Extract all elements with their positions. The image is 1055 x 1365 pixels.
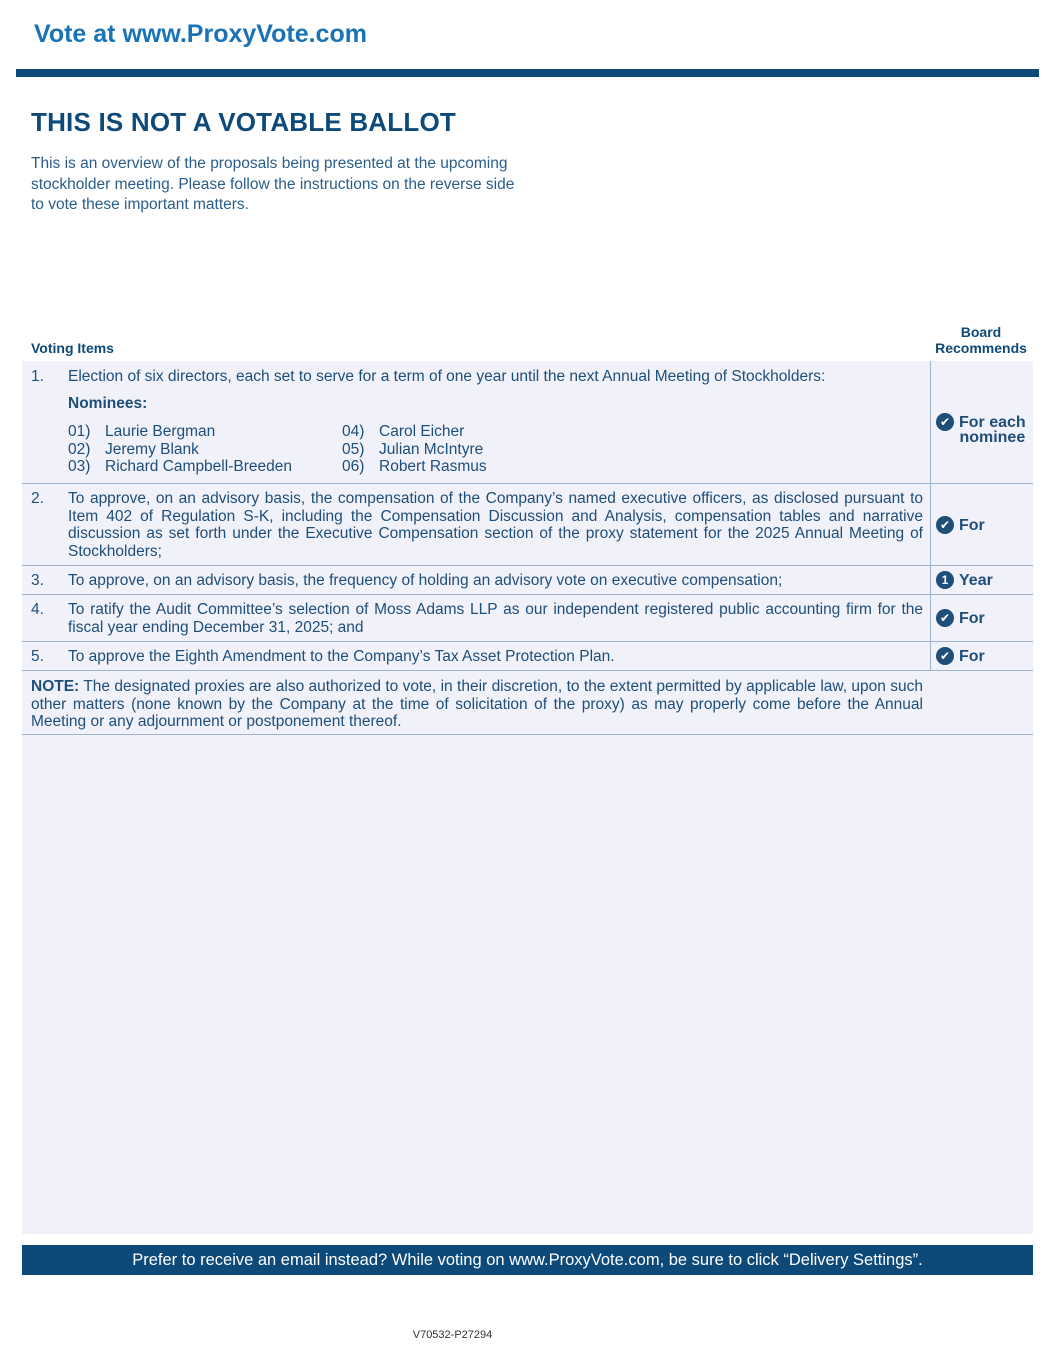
- nominee-number: 06): [342, 458, 365, 475]
- note-paragraph: [31, 678, 923, 731]
- nominee-name: Laurie Bergman: [105, 423, 216, 440]
- number-one-icon: 1: [936, 571, 954, 589]
- recommendation-label: For each: [959, 414, 1026, 431]
- item-number: 5.: [31, 648, 44, 665]
- note-row: [22, 671, 1033, 735]
- email-delivery-banner: Prefer to receive an email instead? While voting on www.ProxyVote.com, be sure to click “Delivery Settings”.: [22, 1245, 1033, 1275]
- voting-item-5: [22, 642, 1033, 671]
- page-title: THIS IS NOT A VOTABLE BALLOT: [31, 107, 456, 137]
- board-recommendation-cell: [930, 361, 1034, 483]
- board-recommendation-cell: [930, 566, 1034, 594]
- recommendation-label: For: [959, 648, 985, 665]
- nominee-number: 02): [68, 440, 91, 458]
- item-number: 3.: [31, 572, 44, 589]
- check-icon: ✔: [936, 609, 954, 627]
- board-recommendation-cell: [930, 642, 1034, 670]
- item-text: To approve the Eighth Amendment to the Company’s Tax Asset Protection Plan.: [68, 648, 615, 665]
- nominee-number: 01): [68, 423, 91, 440]
- nominees-label: Nominees:: [68, 394, 148, 412]
- item-text: To approve, on an advisory basis, the frequency of holding an advisory vote on executive compensation;: [68, 572, 783, 589]
- item-text: To ratify the Audit Committee’s selection of Moss Adams LLP as our independent registered public accounting firm for the fiscal year ending December 31, 2025; and: [68, 601, 923, 636]
- board-recommendation-cell: [930, 595, 1034, 641]
- nominee-name: Richard Campbell-Breeden: [105, 458, 292, 475]
- recommendation-label: For: [959, 516, 985, 534]
- nominee-number: 05): [342, 440, 365, 458]
- proxyvote-header-link[interactable]: Vote at www.ProxyVote.com: [34, 20, 367, 48]
- note-label: NOTE:: [31, 678, 80, 695]
- voting-items-column-header: Voting Items: [31, 340, 114, 356]
- board-recommendation-cell: [930, 484, 1034, 565]
- item-number: 1.: [31, 368, 44, 385]
- nominee-name: Jeremy Blank: [105, 440, 199, 458]
- recommendation-label-line2: nominee: [959, 429, 1026, 446]
- intro-paragraph: This is an overview of the proposals being presented at the upcoming stockholder meeting. Please follow the instructions on the reverse side to vote these important matters.: [31, 155, 515, 213]
- nominee-name: Carol Eicher: [379, 423, 465, 440]
- nominees-list: [68, 423, 923, 476]
- document-code: V70532-P27294: [412, 1329, 493, 1341]
- voting-item-1: [22, 361, 1033, 484]
- check-icon: ✔: [936, 516, 954, 534]
- board-recommends-column-header: [930, 324, 1032, 356]
- recommendation-label: For: [959, 610, 985, 627]
- nominee-number: 03): [68, 458, 91, 475]
- item-text: Election of six directors, each set to serve for a term of one year until the next Annual Meeting of Stockholders:: [68, 368, 826, 385]
- header-divider: [16, 69, 1039, 77]
- nominee-number: 04): [342, 423, 365, 440]
- board-recommends-line2: Recommends: [935, 340, 1027, 356]
- item-number: 4.: [31, 601, 44, 618]
- nominee-name: Julian McIntyre: [379, 440, 484, 458]
- nominee-name: Robert Rasmus: [379, 458, 487, 475]
- note-text: The designated proxies are also authorized to vote, in their discretion, to the extent permitted by applicable law, upon such other matters (none known by the Company at the time of solicitation of the proxy) as may properly come before the Annual Meeting or any adjournment or postponement thereof.: [31, 678, 923, 730]
- voting-item-3: [22, 566, 1033, 595]
- recommendation-label: Year: [959, 572, 993, 589]
- board-recommends-line1: Board: [960, 324, 1002, 340]
- voting-item-2: [22, 484, 1033, 566]
- voting-item-4: [22, 595, 1033, 642]
- item-text: To approve, on an advisory basis, the compensation of the Company’s named executive officers, as disclosed pursuant to Item 402 of Regulation S-K, including the Compensation Discussion and Analysis, compensation tables and narrative discussion as set forth under the Executive Compensation section of the proxy statement for the 2025 Annual Meeting of Stockholders;: [68, 490, 923, 560]
- check-icon: ✔: [936, 647, 954, 665]
- item-number: 2.: [31, 490, 44, 507]
- check-icon: ✔: [936, 413, 954, 431]
